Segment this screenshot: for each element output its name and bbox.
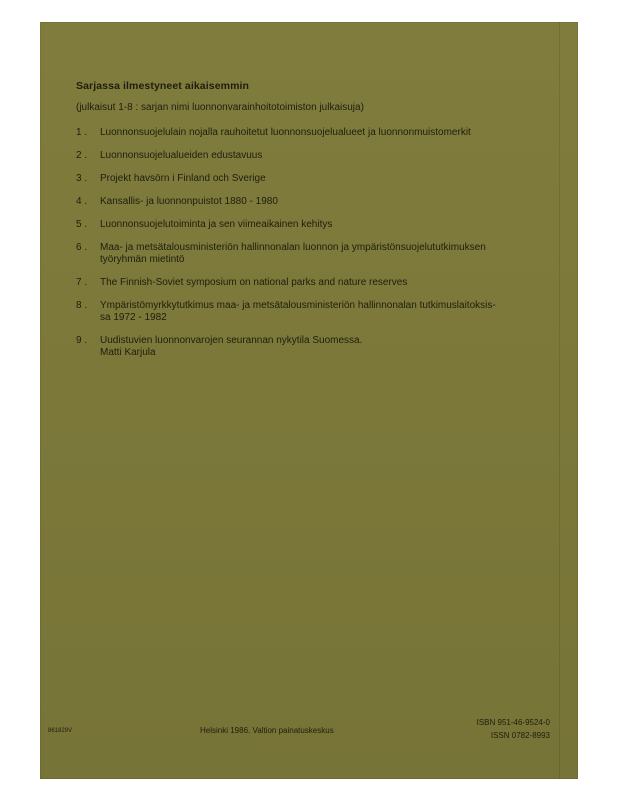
item-number: 1 . — [76, 127, 88, 138]
item-number: 3 . — [76, 173, 88, 184]
item-number: 8 . — [76, 300, 88, 311]
identifier-block — [477, 716, 550, 742]
list-item — [76, 173, 546, 185]
item-number: 6 . — [76, 242, 88, 253]
item-title: Luonnonsuojelutoiminta ja sen viimeaikainen kehitys — [100, 219, 333, 230]
item-number: 7 . — [76, 277, 88, 288]
item-title: Kansallis- ja luonnonpuistot 1880 - 1980 — [100, 196, 278, 207]
back-cover — [40, 22, 578, 779]
list-item — [76, 150, 546, 162]
catalog-code: 861829V — [48, 728, 73, 734]
item-title: Uudistuvien luonnonvarojen seurannan nykytila Suomessa. Matti Karjula — [100, 335, 363, 358]
item-number: 5 . — [76, 219, 88, 230]
series-heading: Sarjassa ilmestyneet aikaisemmin — [76, 80, 250, 92]
list-item — [76, 196, 546, 208]
item-title: Luonnonsuojelulain nojalla rauhoitetut luonnonsuojelualueet ja luonnonmuistomerkit — [100, 127, 471, 138]
list-item — [76, 300, 546, 324]
item-title: Luonnonsuojelualueiden edustavuus — [100, 150, 263, 161]
item-title: Ympäristömyrkkytutkimus maa- ja metsätalousministeriön hallinnonalan tutkimuslaitoksis- sa 1972 - 1982 — [100, 300, 496, 323]
item-title: Maa- ja metsätalousministeriön hallinnonalan luonnon ja ympäristönsuojelututkimuksen työryhmän mietintö — [100, 242, 486, 265]
list-item — [76, 219, 546, 231]
publisher-line: Helsinki 1986. Valtion painatuskeskus — [200, 726, 334, 735]
item-number: 9 . — [76, 335, 88, 346]
list-item — [76, 335, 546, 359]
issn: ISSN 0782-8993 — [490, 731, 550, 740]
isbn: ISBN 951-46-9524-0 — [476, 718, 550, 727]
item-number: 4 . — [76, 196, 88, 207]
item-title: The Finnish-Soviet symposium on national parks and nature reserves — [100, 277, 408, 288]
item-number: 2 . — [76, 150, 88, 161]
series-subheading: (julkaisut 1-8 : sarjan nimi luonnonvarainhoitotoimiston julkaisuja) — [76, 102, 364, 113]
list-item — [76, 242, 546, 266]
item-title: Projekt havsörn i Finland och Sverige — [100, 173, 266, 184]
list-item — [76, 277, 546, 289]
publication-list — [76, 127, 546, 370]
list-item — [76, 127, 546, 139]
